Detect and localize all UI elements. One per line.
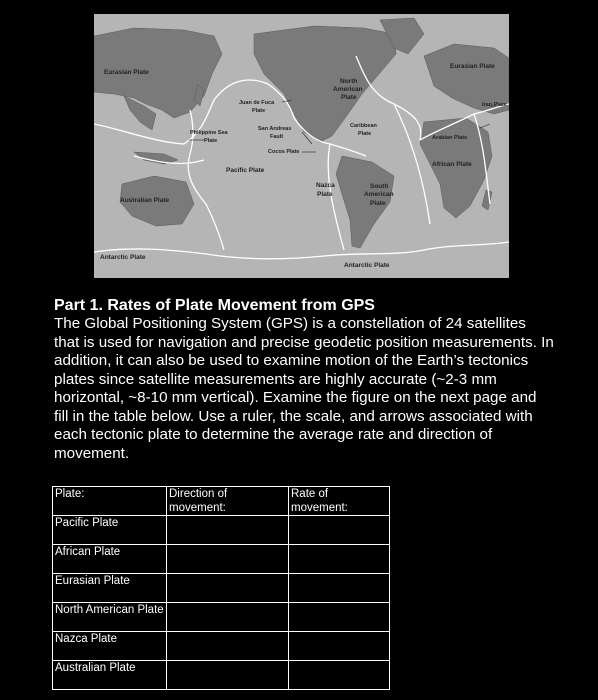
direction-cell[interactable]	[167, 545, 289, 574]
label-australian-plate: Australian Plate	[120, 197, 170, 204]
label-caribbean-1: Caribbean	[350, 123, 377, 129]
section-body: The Global Positioning System (GPS) is a constellation of 24 satellites that is used for navigation and precise geodetic position measurements. In addition, it can also be used to examine motion of the Earth’s tectonics plates since satellite measurements are highly accurate (~2-3 mm horizontal, ~8-10 mm vertical). Examine the figure on the next page and fill in the table below. Use a ruler, the scale, and arrows associated with each tectonic plate to determine the average rate and direction of movement.	[54, 315, 554, 462]
plate-name-cell: Nazca Plate	[53, 632, 167, 661]
table-header-row	[53, 487, 390, 516]
label-south-american-2: American	[364, 191, 394, 198]
plate-name-cell: African Plate	[53, 545, 167, 574]
plate-movement-table	[52, 486, 390, 690]
label-pacific-plate: Pacific Plate	[226, 167, 265, 174]
table-row	[53, 603, 390, 632]
label-philippine-2: Plate	[204, 138, 218, 144]
label-nazca-2: Plate	[317, 191, 333, 198]
direction-cell[interactable]	[167, 632, 289, 661]
header-plate: Plate:	[53, 487, 167, 516]
label-caribbean-2: Plate	[358, 131, 372, 137]
rate-cell[interactable]	[289, 661, 390, 690]
label-eurasian-plate-left: Eurasian Plate	[104, 69, 149, 76]
label-nazca-1: Nazca	[316, 182, 335, 189]
header-direction: Direction of movement:	[167, 487, 289, 516]
label-south-american-1: South	[370, 183, 389, 190]
label-juan-de-fuca-1: Juan de Fuca	[239, 100, 275, 106]
label-iran-plate: Iran Plate	[482, 102, 507, 108]
plate-name-cell: North American Plate	[53, 603, 167, 632]
label-cocos-plate: Cocos Plate	[268, 149, 300, 155]
label-juan-de-fuca-2: Plate	[252, 108, 266, 114]
label-eurasian-plate-right: Eurasian Plate	[450, 63, 495, 70]
rate-cell[interactable]	[289, 545, 390, 574]
rate-cell[interactable]	[289, 603, 390, 632]
table-row	[53, 545, 390, 574]
label-african-plate: African Plate	[432, 161, 472, 168]
table-row	[53, 632, 390, 661]
label-arabian-plate: Arabian Plate	[432, 135, 468, 141]
label-san-andreas-1: San Andreas	[258, 126, 292, 132]
plate-name-cell: Eurasian Plate	[53, 574, 167, 603]
header-rate: Rate of movement:	[289, 487, 390, 516]
direction-cell[interactable]	[167, 516, 289, 545]
label-north-american-3: Plate	[341, 94, 357, 101]
rate-cell[interactable]	[289, 632, 390, 661]
section-title: Part 1. Rates of Plate Movement from GPS	[54, 297, 375, 314]
rate-cell[interactable]	[289, 516, 390, 545]
instructions-section	[54, 296, 554, 463]
table-row	[53, 661, 390, 690]
label-san-andreas-2: Fault	[270, 134, 284, 140]
label-antarctic-plate-right: Antarctic Plate	[344, 262, 390, 269]
table-row	[53, 574, 390, 603]
rate-cell[interactable]	[289, 574, 390, 603]
table-row	[53, 516, 390, 545]
label-north-american-2: American	[333, 86, 363, 93]
plate-name-cell: Australian Plate	[53, 661, 167, 690]
label-philippine-1: Philippine Sea	[190, 130, 228, 136]
label-south-american-3: Plate	[370, 200, 386, 207]
direction-cell[interactable]	[167, 603, 289, 632]
label-antarctic-plate-left: Antarctic Plate	[100, 254, 146, 261]
plate-name-cell: Pacific Plate	[53, 516, 167, 545]
world-map-image	[94, 14, 509, 278]
tectonic-plates-map	[94, 14, 509, 278]
label-north-american-1: North	[340, 78, 358, 85]
direction-cell[interactable]	[167, 661, 289, 690]
direction-cell[interactable]	[167, 574, 289, 603]
